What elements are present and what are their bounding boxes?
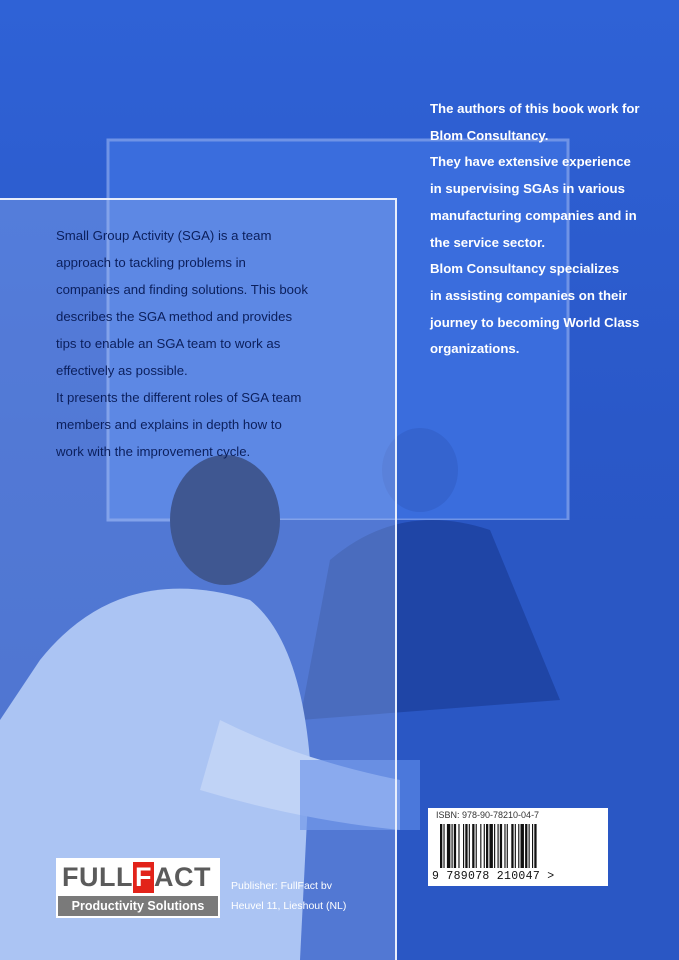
blurb-line: tips to enable an SGA team to work as xyxy=(56,336,281,351)
isbn-barcode-box xyxy=(428,808,608,886)
barcode-bar xyxy=(452,824,453,868)
barcode-bar xyxy=(486,824,488,868)
barcode-bar xyxy=(529,824,530,868)
barcode-bar xyxy=(476,824,477,868)
blurb-line: It presents the different roles of SGA team xyxy=(56,390,302,405)
barcode-bar xyxy=(480,824,481,868)
barcode-bar xyxy=(532,824,533,868)
logo-word-left: FULL xyxy=(62,862,133,892)
authors-line: They have extensive experience xyxy=(430,154,631,170)
authors-line: The authors of this book work for xyxy=(430,101,640,116)
barcode-bar xyxy=(534,824,536,868)
blurb-line: Small Group Activity (SGA) is a team xyxy=(56,228,272,243)
logo-wordmark xyxy=(62,862,211,893)
blurb-line: effectively as possible. xyxy=(56,363,188,378)
blurb-line: describes the SGA method and provides xyxy=(56,309,293,324)
barcode-bar xyxy=(458,824,459,868)
authors-line: the service sector. xyxy=(430,234,546,250)
authors-line: manufacturing companies and in xyxy=(430,207,637,223)
barcode-bar xyxy=(518,824,519,868)
blurb-line: members and explains in depth how to xyxy=(56,417,282,432)
authors-line: Blom Consultancy. xyxy=(430,127,549,143)
barcode-bar xyxy=(465,824,467,868)
barcode-bar xyxy=(515,824,516,868)
authors-text xyxy=(430,96,665,363)
isbn-label: ISBN: 978-90-78210-04-7 xyxy=(436,810,540,820)
barcode-bar xyxy=(498,824,499,868)
blurb-line: companies and finding solutions. This book xyxy=(56,282,308,297)
logo-word-right: ACT xyxy=(153,862,211,892)
barcode-bar xyxy=(504,824,505,868)
blurb-text xyxy=(56,222,356,465)
authors-line: Blom Consultancy specializes xyxy=(430,261,620,277)
fullfact-logo xyxy=(56,858,220,918)
isbn-digits: 9 789078 210047 > xyxy=(432,870,555,883)
barcode-bar xyxy=(443,824,444,868)
barcode-bar xyxy=(469,824,470,868)
publisher-name: Publisher: FullFact bv xyxy=(231,880,332,892)
barcode-bar xyxy=(521,824,524,868)
barcode-bar xyxy=(494,824,495,868)
authors-line: in supervising SGAs in various xyxy=(430,181,625,197)
barcode-bar xyxy=(507,824,508,868)
authors-line: organizations. xyxy=(430,341,520,357)
barcode-bar xyxy=(472,824,474,868)
barcode-bar xyxy=(440,824,442,868)
barcode-bar xyxy=(484,824,485,868)
logo-word-f: F xyxy=(134,862,152,892)
logo-tagline: Productivity Solutions xyxy=(58,896,218,916)
barcode-bar xyxy=(454,824,456,868)
publisher-info xyxy=(231,876,346,916)
barcode-bar xyxy=(463,824,464,868)
blurb-line: work with the improvement cycle. xyxy=(56,444,251,459)
barcode-bar xyxy=(489,824,492,868)
publisher-address: Heuvel 11, Lieshout (NL) xyxy=(231,900,347,912)
blurb-line: approach to tackling problems in xyxy=(56,255,246,270)
barcode-bar xyxy=(511,824,513,868)
authors-line: journey to becoming World Class xyxy=(430,314,640,330)
barcode-bar xyxy=(500,824,502,868)
barcode-icon xyxy=(438,824,598,870)
barcode-bar xyxy=(447,824,450,868)
authors-line: in assisting companies on their xyxy=(430,287,628,303)
barcode-bar xyxy=(525,824,527,868)
